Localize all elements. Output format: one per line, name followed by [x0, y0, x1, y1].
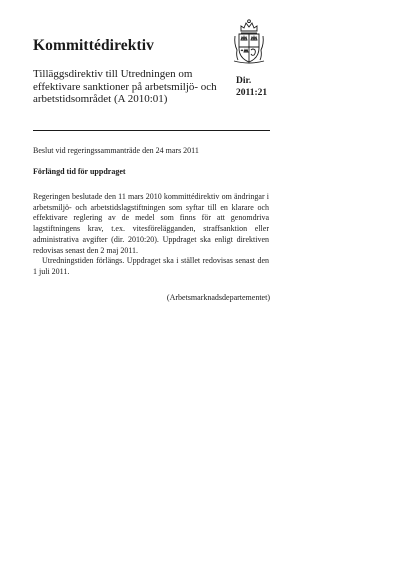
department-name: (Arbetsmarknadsdepartementet)	[166, 293, 270, 302]
body-text	[33, 192, 269, 278]
body-paragraph: Utredningstiden förlängs. Uppdraget ska i stället redovisas senast den 1 juli 2011.	[33, 256, 269, 276]
section-heading: Förlängd tid för uppdraget	[33, 167, 126, 176]
decision-line: Beslut vid regeringssammanträde den 24 mars 2011	[33, 146, 199, 155]
coat-of-arms-icon	[232, 18, 266, 64]
body-paragraph: Regeringen beslutade den 11 mars 2010 kommittédirektiv om ändringar i arbetsmiljö- och arbetstidslagstiftningen som syftar till en klarare och effektivare reglering av de medel som finns för att genomdriva lagstiftningens krav, t.ex. vitesförelägganden, straffsanktion eller administrativa avgifter (dir. 2010:20). Uppdraget ska enligt direktiven redovisas senast den 2 maj 2011.	[33, 192, 269, 255]
document-title: Kommittédirektiv	[33, 37, 154, 54]
document-subtitle: Tilläggsdirektiv till Utredningen om effektivare sanktioner på arbetsmiljö- och arbetstidsområdet (A 2010:01)	[33, 68, 217, 106]
directive-number: 2011:21	[236, 88, 268, 98]
divider-rule	[33, 130, 270, 131]
directive-label: Dir.	[236, 76, 252, 86]
